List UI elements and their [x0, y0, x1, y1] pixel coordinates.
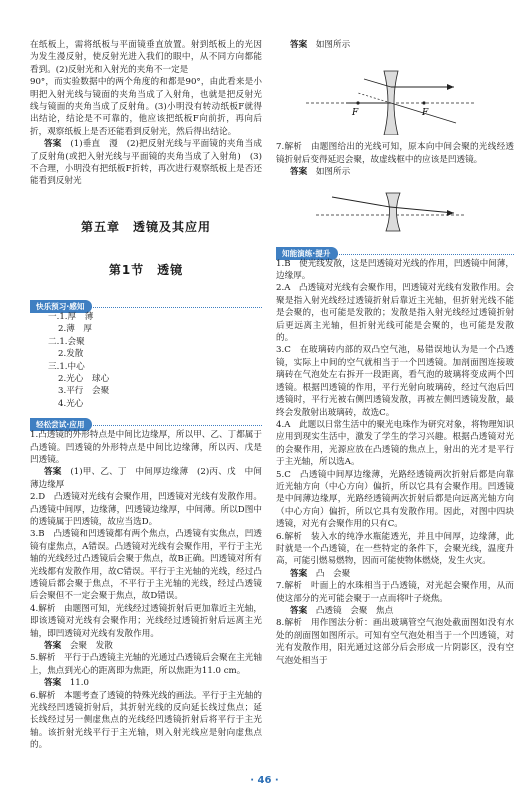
section-band	[30, 294, 262, 311]
answer-label: 答案	[290, 568, 308, 579]
question-7: 7.解析 由题图给出的光线可知，原本向中间会聚的光线经透镜折射后变得延迟会聚，故虚线框中的应该是凹透镜。	[276, 142, 514, 165]
list-item: 2.薄 厚	[58, 324, 92, 335]
page-number: · 46 ·	[250, 775, 279, 786]
concave-lens	[386, 193, 400, 231]
exercise-3: 3.C 在玻璃砖内部的双凸空气池，易错误地认为是一个凸透镜，实际上中间的空气就相当于一个凹透镜。加剖面图连接玻璃砖在气泡处左右拆开一段距离，看气泡的玻璃将变成两个凹透镜。根据凹透镜的作用，平行光射向玻璃砖，经过气泡后凹透镜时，平行光被右侧凹透镜发散，再被左侧凹透镜发散，最终会发散射出玻璃砖，故选C。	[276, 345, 514, 418]
exercise-2: 2.A 凸透镜对光线有会聚作用，凹透镜对光线有发散作用。会聚是指入射光线经过透镜折射后靠近主光轴，但折射光线不能是会聚的，也可能是发散的；发散是指入射光线经过透镜折射后更远离主光轴，但折射光线可能是会聚的，也可能是发散的。	[276, 283, 514, 344]
question-5: 5.解析 平行于凸透镜主光轴的光通过凸透镜后会聚在主光轴上，焦点到光心的距离即为焦距，所以焦距为11.0 cm。	[30, 653, 262, 676]
answer-label: 答案	[290, 40, 308, 50]
answer-text: 凸透镜 会聚 焦点	[315, 606, 394, 616]
question-4: 4.解析 由题图可知，光线经过透镜折射后更加靠近主光轴，即该透镜对光线有会聚作用；光线经过透镜折射后远离主光轴，即凹透镜对光线有发散作用。	[30, 603, 262, 639]
left-column	[30, 0, 262, 752]
question-1: 1.凸透镜的外形特点是中间比边缘厚，所以甲、乙、丁都属于凸透镜。凹透镜的外形特点是中间比边缘薄，所以丙、戊是凹透镜。	[30, 430, 262, 465]
answer-text: 如图所示	[315, 167, 351, 178]
list-item: 三.1.中心	[48, 361, 85, 372]
focus-point	[356, 102, 359, 105]
answer-label: 答案	[290, 606, 308, 616]
answer-block	[276, 166, 514, 178]
focus-point	[422, 102, 425, 105]
answer-label: 答案	[44, 467, 62, 478]
ray	[332, 197, 390, 207]
focus-label: F	[352, 108, 359, 119]
exercise-8: 8.解析 用作图法分析：画出玻璃管空气泡处截面图如没有水处的剖面图如图所示。可知有空气泡处相当于一个凹透镜，对光有发散作用，阳光通过这部分后会形成一片阴影区，没有空气泡处相当于	[276, 618, 514, 666]
answer-block	[276, 605, 514, 617]
section-band-label: 知能演练·提升	[276, 247, 338, 260]
answer-block	[30, 677, 262, 689]
list-item: 4.光心	[58, 398, 84, 409]
answer-text: 如图所示	[315, 40, 351, 50]
answer-text: 会聚 发散	[69, 641, 113, 652]
arrow-icon	[447, 84, 454, 90]
list-item: 二.1.会聚	[48, 336, 85, 347]
chapter-title: 第五章 透镜及其应用	[80, 219, 211, 234]
ray	[390, 207, 454, 213]
answer-text: (1)甲、乙、丁 中间厚边缘薄 (2)丙、戊 中间薄边缘厚	[30, 467, 262, 490]
answer-paragraph: 90°，而实验数据中的两个角度的和都是90°，由此看来是小明把入射光线与镜面的夹角当成了入射角，也就是把反射光线与镜面的夹角当成了反射角。(3)小明没有转动纸板F就得出结论，结论是不可靠的，他应该把纸板F向前折，再向后折，观察纸板上是否还能看到反射光，然后得出结论。	[30, 77, 262, 137]
answer-text: 11.0	[69, 678, 89, 689]
list-item: 一.1.厚 薄	[48, 311, 94, 322]
list-item: 2.光心 球心	[58, 373, 110, 384]
answer-block	[30, 466, 262, 491]
question-3: 3.B 凸透镜和凹透镜都有两个焦点，凸透镜有实焦点，凹透镜有虚焦点，A错误。凸透镜对光线有会聚作用，平行于主光轴的光线经过凸透镜后会聚于焦点，故B正确。凹透镜对所有光线都有发散作用，故C错误。平行于主光轴的光线，经过凸透镜后都会聚于焦点，不平行于主光轴的光线，经过凸透镜后会聚但不一定会聚于焦点，故D错误。	[30, 529, 262, 602]
list-item: 2.发散	[58, 349, 84, 360]
section-band	[30, 412, 262, 430]
section-title: 第1节 透镜	[108, 262, 184, 277]
answer-label: 答案	[290, 167, 308, 178]
exercise-1: 1.B 使光线发散，这是凹透镜对光线的作用，凹透镜中间薄，边缘厚。	[276, 258, 514, 282]
answer-block	[276, 39, 514, 51]
right-column	[276, 0, 514, 667]
exercise-4: 4.A 此题以日常生活中的聚光电珠作为研究对象，将物理知识应用到现实生活中，激发了学生的学习兴趣。根据凸透镜对光的会聚作用，光源应放在凸透镜的焦点上，射出的光才是平行于主光轴，所以选A。	[276, 419, 514, 468]
answer-block	[276, 568, 514, 580]
answer-text: 凸 会聚	[315, 568, 351, 579]
answer-block	[30, 640, 262, 652]
answer-label: 答案	[44, 139, 62, 150]
answer-paragraph: 在纸板上，需将纸板与平面镜垂直放置。射到纸板上的光因为发生漫反射，使反射光进入我们的眼中，从不同方向都能看到。(2)反射光和入射光的夹角不一定是	[30, 40, 262, 75]
focus-label: F	[422, 108, 429, 119]
exercise-3-block	[276, 344, 514, 418]
section-band	[276, 241, 514, 258]
virtual-ray	[358, 93, 391, 103]
exercise-6: 6.解析 装入水的纯净水瓶能透光，并且中间厚，边缘薄，此时就是一个凸透镜，在一些特定的条件下，会聚光线，温度升高，可能引燃易燃物，因而可能使物体燃烧，发生火灾。	[276, 531, 514, 567]
question-6: 6.解析 本题考查了透镜的特殊光线的画法。平行于主光轴的光线经凹透镜折射后，其折射光线的反向延长线过焦点；延长线经过另一侧虚焦点的光线经凹透镜折射后将平行于主光轴。该折射光线平行于主光轴，则入射光线应是射向虚焦点的。	[30, 690, 262, 751]
answer-label: 答案	[44, 641, 62, 652]
section-band-label: 快乐预习·感知	[30, 300, 92, 313]
answer-text: (1)垂直 漫 (2)把反射光线与平面镜的夹角当成了反射角(或把入射光线与平面镜的夹角当成了入射角) (3)不合理，小明没有把纸板F折转，再次进行观察纸板上是否还能看到反射光	[30, 139, 262, 187]
question-2: 2.D 凸透镜对光线有会聚作用，凹透镜对光线有发散作用。凸透镜中间厚，边缘薄，凹透镜边缘厚，中间薄。所以D图中的透镜属于凹透镜，故应当选D。	[30, 492, 262, 527]
concave-lens-figure	[276, 51, 514, 135]
section-band-label: 轻松尝试·应用	[30, 418, 92, 431]
answer-block	[30, 138, 262, 188]
exercise-5: 5.C 凸透镜中间厚边缘薄，光路经透镜两次折射后都是向靠近光轴方向（中心方向）偏折，所以它具有会聚作用。凹透镜是中间薄边缘厚，光路经透镜两次折射后都是向远离光轴方向（中心方向）偏折，所以它具有发散作用。因此，对图中四块透镜，对光有会聚作用的只有C。	[276, 469, 514, 530]
exercise-7: 7.解析 叶面上的水珠相当于凸透镜，对光起会聚作用，从而使这部分的光可能会聚于一点而将叶子烧焦。	[276, 581, 514, 604]
list-item: 3.平行 会聚	[58, 386, 110, 397]
lens-figure-7	[276, 179, 514, 237]
answer-label: 答案	[44, 678, 62, 689]
